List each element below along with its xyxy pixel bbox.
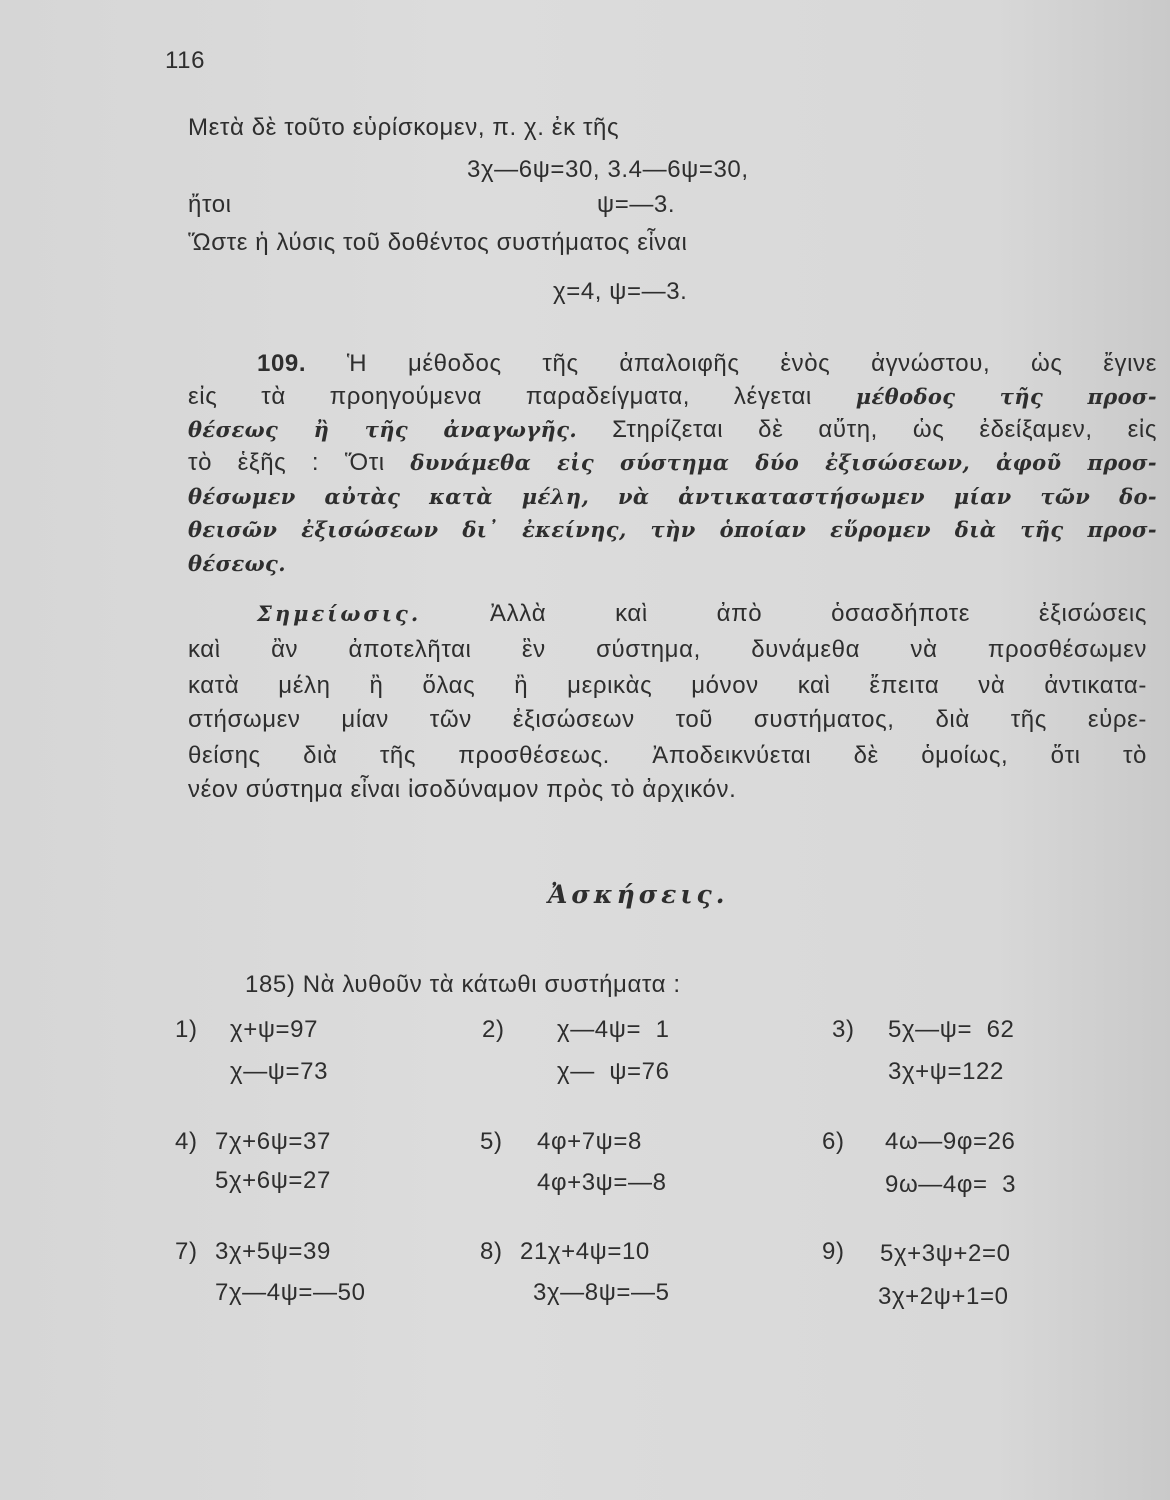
paragraph-line: θεισῶν ἐξισώσεων δι᾽ ἐκείνης, τὴν ὁποίαν εὕρομεν διὰ τῆς προσ-	[188, 517, 1157, 542]
exercise-label: 9)	[822, 1238, 845, 1265]
exercise-label: 7)	[175, 1238, 198, 1265]
equation: χ=4, ψ=—3.	[553, 278, 688, 305]
paragraph-line	[257, 349, 1157, 379]
equation: χ+ψ=97	[230, 1016, 319, 1043]
emphasis: μέθοδος τῆς προσ-	[855, 384, 1157, 409]
equation: χ—4ψ= 1	[557, 1016, 670, 1043]
paragraph-line: θέσεως.	[188, 551, 286, 576]
paragraph-line: καὶ ἂν ἀποτελῆται ἓν σύστημα, δυνάμεθα νὰ προσθέσωμεν	[188, 636, 1147, 663]
text: εἰς τὰ προηγούμενα παραδείγματα, λέγεται	[188, 383, 812, 410]
equation: 21χ+4ψ=10	[520, 1238, 650, 1265]
equation: 4ω—9φ=26	[885, 1128, 1016, 1155]
equation: ψ=—3.	[597, 191, 676, 218]
paragraph-line	[188, 448, 1157, 478]
equation: 3χ—8ψ=—5	[533, 1279, 670, 1306]
equation: 5χ+6ψ=27	[215, 1167, 331, 1194]
paragraph-line	[188, 382, 1157, 412]
page-number: 116	[165, 47, 206, 74]
section-number: 109.	[257, 350, 307, 377]
emphasis: θέσεως ἢ τῆς ἀναγωγῆς.	[188, 417, 578, 442]
intro-line: Μετὰ δὲ τοῦτο εὑρίσκομεν, π. χ. ἐκ τῆς	[188, 114, 620, 141]
text: τὸ ἑξῆς : Ὅτι	[188, 449, 385, 476]
equation: 4φ+3ψ=—8	[537, 1169, 667, 1196]
exercise-prompt: 185) Νὰ λυθοῦν τὰ κάτωθι συστήματα :	[245, 971, 681, 998]
emphasis: δυνάμεθα εἰς σύστημα δύο ἐξισώσεων, ἀφοῦ προσ-	[410, 450, 1157, 475]
equation: 3χ—6ψ=30, 3.4—6ψ=30,	[467, 156, 749, 183]
exercise-label: 1)	[175, 1016, 198, 1043]
equation: 4φ+7ψ=8	[537, 1128, 642, 1155]
exercise-label: 5)	[480, 1128, 503, 1155]
equation: 9ω—4φ= 3	[885, 1171, 1017, 1198]
equation: 3χ+2ψ+1=0	[878, 1283, 1009, 1310]
paragraph-line: θέσωμεν αὐτὰς κατὰ μέλη, νὰ ἀντικαταστήσωμεν μίαν τῶν δο-	[188, 484, 1157, 509]
intro-line: Ὥστε ἡ λύσις τοῦ δοθέντος συστήματος εἶναι	[188, 229, 688, 256]
text: Ἡ μέθοδος τῆς ἀπαλοιφῆς ἑνὸς ἀγνώστου, ὡς ἔγινε	[346, 350, 1157, 377]
equation: 3χ+ψ=122	[888, 1058, 1004, 1085]
paragraph-line	[257, 599, 1147, 629]
exercise-label: 2)	[482, 1016, 505, 1043]
exercise-label: 6)	[822, 1128, 845, 1155]
paragraph-line: νέον σύστημα εἶναι ἰσοδύναμον πρὸς τὸ ἀρχικόν.	[188, 776, 737, 803]
exercise-label: 3)	[832, 1016, 855, 1043]
equation: χ—ψ=73	[230, 1058, 329, 1085]
equation: 7χ+6ψ=37	[215, 1128, 331, 1155]
equation: 3χ+5ψ=39	[215, 1238, 331, 1265]
paragraph-line: θείσης διὰ τῆς προσθέσεως. Ἀποδεικνύεται δὲ ὁμοίως, ὅτι τὸ	[188, 742, 1147, 769]
note-label: Σημείωσις.	[257, 601, 422, 626]
intro-word: ἤτοι	[188, 191, 232, 218]
exercise-label: 8)	[480, 1238, 503, 1265]
paragraph-line: κατὰ μέλη ἢ ὅλας ἢ μερικὰς μόνον καὶ ἔπειτα νὰ ἀντικατα-	[188, 672, 1147, 699]
equation: 5χ+3ψ+2=0	[880, 1240, 1011, 1267]
exercises-heading: Ἀσκήσεις.	[548, 880, 729, 909]
text: Στηρίζεται δὲ αὔτη, ὡς ἐδείξαμεν, εἰς	[612, 416, 1157, 443]
equation: 7χ—4ψ=—50	[215, 1279, 366, 1306]
exercise-label: 4)	[175, 1128, 198, 1155]
equation: 5χ—ψ= 62	[888, 1016, 1015, 1043]
paragraph-line: στήσωμεν μίαν τῶν ἐξισώσεων τοῦ συστήματος, διὰ τῆς εὑρε-	[188, 706, 1147, 733]
equation: χ— ψ=76	[557, 1058, 670, 1085]
text: Ἀλλὰ καὶ ἀπὸ ὁσασδήποτε ἐξισώσεις	[490, 600, 1147, 627]
paragraph-line	[188, 415, 1157, 445]
